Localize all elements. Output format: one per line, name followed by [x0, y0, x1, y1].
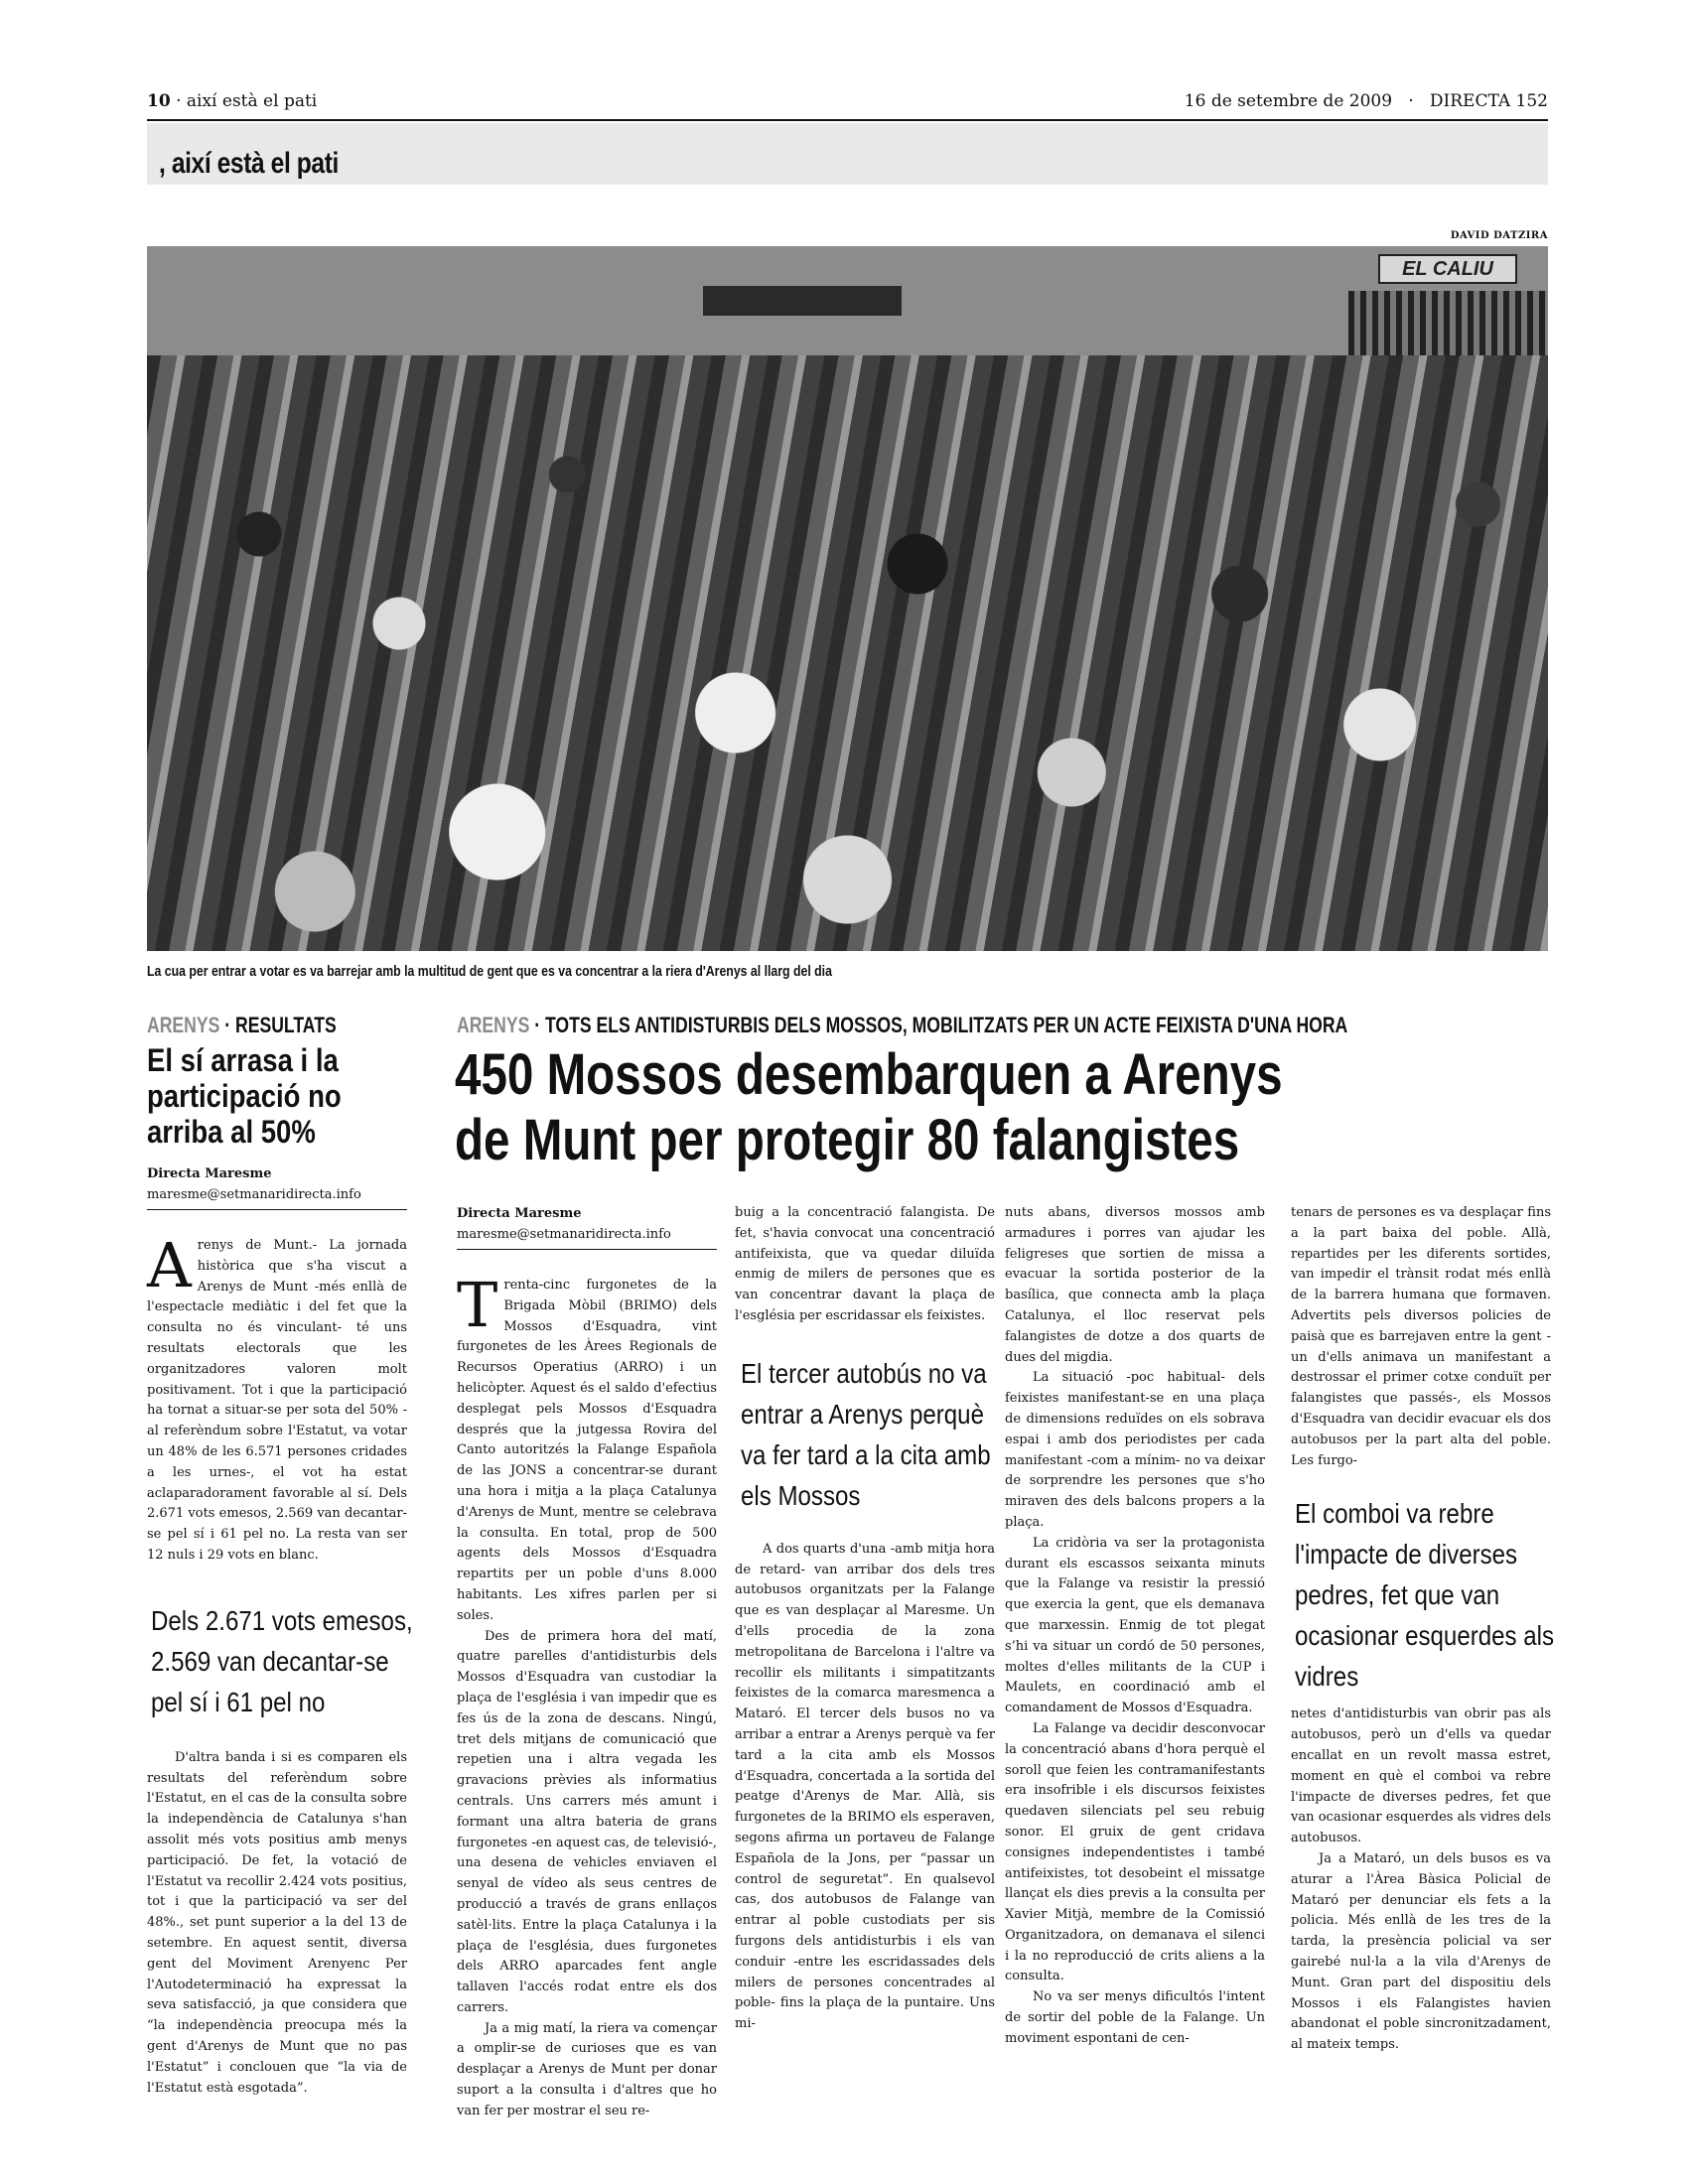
side-headline: El sí arrasa i la participació no arriba al 50%: [147, 1042, 342, 1150]
byline-name: Directa Maresme: [457, 1206, 582, 1221]
tent-awning: [703, 286, 902, 316]
main-headline: [455, 1042, 1283, 1173]
paragraph: Arenys de Munt.- La jornada històrica que s'ha viscut a Arenys de Munt -més enllà de l'espectacle mediàtic i del fet que la consulta no és vinculant- té uns resultats electorals que les organitzadores valoren molt positivament. Tot i que la participació ha tornat a situar-se per sota del 50% -al referèndum sobre l'Estatut, va votar un 48% de les 6.571 persones cridades a les urnes-, el vot ha estat aclaparadorament favorable al sí. Dels 2.671 vots emesos, 2.569 van decantar-se pel sí i 61 pel no. La resta van ser 12 nuls i 29 vots en blanc.: [147, 1229, 407, 1563]
kicker-topic: RESULTATS: [235, 1013, 337, 1037]
paragraph: No va ser menys dificultós l'intent de sortir del poble de la Falange. Un moviment espontani de cen-: [1005, 1989, 1265, 2046]
column-body: [1291, 1203, 1551, 1471]
kicker-topic: TOTS ELS ANTIDISTURBIS DELS MOSSOS, MOBILITZATS PER UN ACTE FEIXISTA D'UNA HORA: [545, 1013, 1348, 1037]
page-number: 10: [147, 91, 171, 111]
side-body-2: [147, 1748, 407, 2100]
crowd: [147, 355, 1548, 951]
kicker-separator: ·: [529, 1013, 545, 1037]
paragraph: netes d'antidisturbis van obrir pas als autobusos, però un d'ells va quedar encallat en un revolt massa estret, moment en què el comboi va rebre l'impacte de diverses pedres, fet que van ocasionar esquerdes als vidres dels autobusos.: [1291, 1706, 1551, 1846]
paragraph: buig a la concentració falangista. De fet, s'havia convocat una concentració antifeixista, que va quedar diluïda enmig de milers de persones que es van concentrar davant la plaça de l'església per escridassar els feixistes.: [735, 1205, 995, 1323]
dropcap: T: [457, 1269, 498, 1341]
article-column-1: [457, 1203, 717, 2122]
column-body: [735, 1203, 995, 1327]
article-column-3: [1005, 1203, 1265, 2050]
running-head: [147, 89, 1548, 121]
shop-sign: EL CALIU: [1378, 254, 1517, 284]
kicker-place: ARENYS: [147, 1013, 220, 1037]
photo-credit: DAVID DATZIRA: [1450, 230, 1548, 241]
kicker-separator: ·: [219, 1013, 235, 1037]
issue-number: DIRECTA 152: [1429, 91, 1548, 111]
side-kicker: [147, 1013, 355, 1038]
paragraph: La situació -poc habitual- dels feixistes manifestant-se en una plaça de dimensions reduïdes on els sobrava espai i amb dos periodistes per cada manifestant -com a mínim- no va deixar de sorprendre les persones que s'ho miraven des dels balcons propers a la plaça.: [1005, 1370, 1265, 1530]
running-head-right: [1185, 91, 1548, 111]
headline-line: 450 Mossos desembarquen a Arenys: [455, 1042, 1283, 1107]
article-column-2: [735, 1203, 995, 2035]
paragraph: nuts abans, diversos mossos amb armadures i porres van ajudar les feligreses que sortien de missa a evacuar la sortida posterior de la basílica, que connecta amb la plaça Catalunya, el lloc reservat pels falangistes de dotze a dos quarts de dues del migdia.: [1005, 1205, 1265, 1365]
section-title: , així està el pati: [159, 147, 339, 180]
main-kicker: [457, 1013, 1347, 1038]
kicker-place: ARENYS: [457, 1013, 530, 1037]
paragraph: Ja a Mataró, un dels busos es va aturar a l'Àrea Bàsica Policial de Mataró per denunciar els fets a la policia. Més enllà de les tres de la tarda, la presència policial va ser gairebé nul·la a la vila d'Arenys de Munt. Gran part del dispositiu dels Mossos i els Falangistes havien abandonat el poble sincronitzadament, al mateix temps.: [1291, 1850, 1551, 2053]
column-body: [1291, 1705, 1551, 2056]
pull-quote: El tercer autobús no va entrar a Arenys perquè va fer tard a la cita amb els Mossos: [741, 1357, 991, 1511]
column-body: [457, 1269, 717, 2122]
column-body: [735, 1540, 995, 2035]
paragraph: Des de primera hora del matí, quatre parelles d'antidisturbis dels Mossos d'Esquadra van custodiar la plaça de l'església i van impedir que es fes ús de la zona de descans. Ningú, tret dels mitjans de comunicació que repetien una i altra vegada les gravacions prèvies als informatius centrals. Uns carrers més amunt i formant una altra bateria de grans furgonetes -en aquest cas, de televisió-, una desena de vehicles enviaven el senyal de vídeo als seus centres de producció a través de grans enllaços satèl·lits. Entre la plaça Catalunya i la plaça de l'església, dues furgonetes dels ARRO aparcades fent angle tallaven l'accés rodat entre els dos carrers.: [457, 1628, 717, 2015]
issue-date: 16 de setembre de 2009: [1184, 91, 1393, 111]
paragraph: D'altra banda i si es comparen els resultats del referèndum sobre l'Estatut, en el cas de la consulta sobre la independència de Catalunya s'han assolit més vots positius amb menys participació. De fet, la votació de l'Estatut va recollir 2.424 vots positius, tot i que la participació va ser del 48%., set punt superior a la del 13 de setembre. En aquest sentit, diversa gent del Moviment Arenyenc Per l'Autodeterminació ha expressat la seva satisfacció, ja que considera que “la independència preocupa més la gent d'Arenys de Munt que no pas l'Estatut” i conclouen que “la via de l'Estatut està esgotada”.: [147, 1749, 407, 2096]
paragraph: Trenta-cinc furgonetes de la Brigada Mòbil (BRIMO) dels Mossos d'Esquadra, vint furgonetes de les Àrees Regionals de Recursos Operatius (ARRO) i un helicòpter. Aquest és el saldo d'efectius desplegat pels Mossos d'Esquadra després que la jutgessa Rovira del Canto autoritzés la Falange Española de las JONS a concentrar-se durant una hora i mitja a la plaça Catalunya d'Arenys de Munt, mentre se celebrava la consulta. En total, prop de 500 agents dels Mossos d'Esquadra repartits per un poble d'uns 8.000 habitants. Les xifres parlen per si soles.: [457, 1269, 717, 1623]
byline-email[interactable]: maresme@setmanaridirecta.info: [147, 1187, 361, 1202]
side-article: [147, 1013, 413, 2099]
paragraph: tenars de persones es va desplaçar fins a la part baixa del poble. Allà, repartides per les diferents sortides, van impedir el trànsit rodat més enllà de la barrera humana que formaven. Advertits pels diversos policies de paisà que es barrejaven entre la gent -un d'ells animava un manifestant a destrossar el primer cotxe conduït per falangistes que passés-, els Mossos d'Esquadra van decidir evacuar els dos autobusos per la part alta del poble. Les furgo-: [1291, 1205, 1551, 1468]
byline-email[interactable]: maresme@setmanaridirecta.info: [457, 1227, 671, 1242]
section-name: així està el pati: [186, 91, 318, 111]
headline-line: de Munt per protegir 80 falangistes: [455, 1108, 1240, 1172]
dropcap: A: [147, 1229, 192, 1301]
paragraph: La Falange va decidir desconvocar la concentració abans d'hora perquè el soroll que feien les contramanifestants era insofrible i els discursos feixistes quedaven silenciats pel seu rebuig sonor. El gruix de gent cridava consignes independentistes i també antifeixistes, tot desobeint el missatge llançat els dies previs a la consulta per Xavier Mitjà, membre de la Comissió Organitzadora, on demanava el silenci i la no reproducció de crits aliens a la consulta.: [1005, 1720, 1265, 1984]
separator: ·: [176, 91, 182, 111]
paragraph: Ja a mig matí, la riera va començar a omplir-se de curioses que es van desplaçar a Arenys de Munt per donar suport a la consulta i d'altres que ho van fer per mostrar el seu re-: [457, 2020, 717, 2118]
column-body: [1005, 1203, 1265, 2050]
side-body: [147, 1229, 407, 1567]
running-head-left: [147, 91, 317, 111]
pull-quote: Dels 2.671 vots emesos, 2.569 van decantar-se pel sí i 61 pel no: [151, 1604, 413, 1717]
side-byline: [147, 1163, 407, 1210]
byline-name: Directa Maresme: [147, 1166, 272, 1181]
paragraph: A dos quarts d'una -amb mitja hora de retard- van arribar dos dels tres autobusos organitzats per la Falange que es van desplaçar al Maresme. Un d'ells procedia de la zona metropolitana de Barcelona i l'altre va recollir els militants i simpatitzants feixistes de la comarca maresmenca a Mataró. El tercer dels busos no va arribar a entrar a Arenys perquè va fer tard a la cita amb els Mossos d'Esquadra, concertada a la sortida del peatge d'Arenys de Mar. Allà, sis furgonetes de la BRIMO els esperaven, segons afirma un portaveu de Falange Española de la Jons, per “passar un control de seguretat”. En qualsevol cas, dos autobusos de Falange van entrar al poble custodiats per sis furgons dels antidisturbis i els van conduir -entre les escridassades dels milers de persones concentrades al poble- fins la plaça de la puntaire. Uns mi-: [735, 1541, 995, 2032]
article-column-4: [1291, 1203, 1555, 2056]
pull-quote: El comboi va rebre l'impacte de diverses pedres, fet que van ocasionar esquerdes als vidres: [1295, 1498, 1555, 1693]
paragraph: La cridòria va ser la protagonista durant els escassos seixanta minuts que la Falange va resistir la pressió que exercia la gent, que els demanava que marxessin. Enmig de tot plegat s’hi va situar un cordó de 50 persones, moltes d'elles militants de la CUP i Maulets, en coordinació amb el comandament de Mossos d'Esquadra.: [1005, 1535, 1265, 1716]
crowd-photo: [147, 246, 1548, 951]
main-byline: [457, 1203, 717, 1250]
separator: ·: [1408, 91, 1414, 111]
photo-caption: La cua per entrar a votar es va barrejar amb la multitud de gent que es va concentrar a la riera d'Arenys al llarg del dia: [147, 963, 832, 980]
section-band: [147, 123, 1548, 185]
